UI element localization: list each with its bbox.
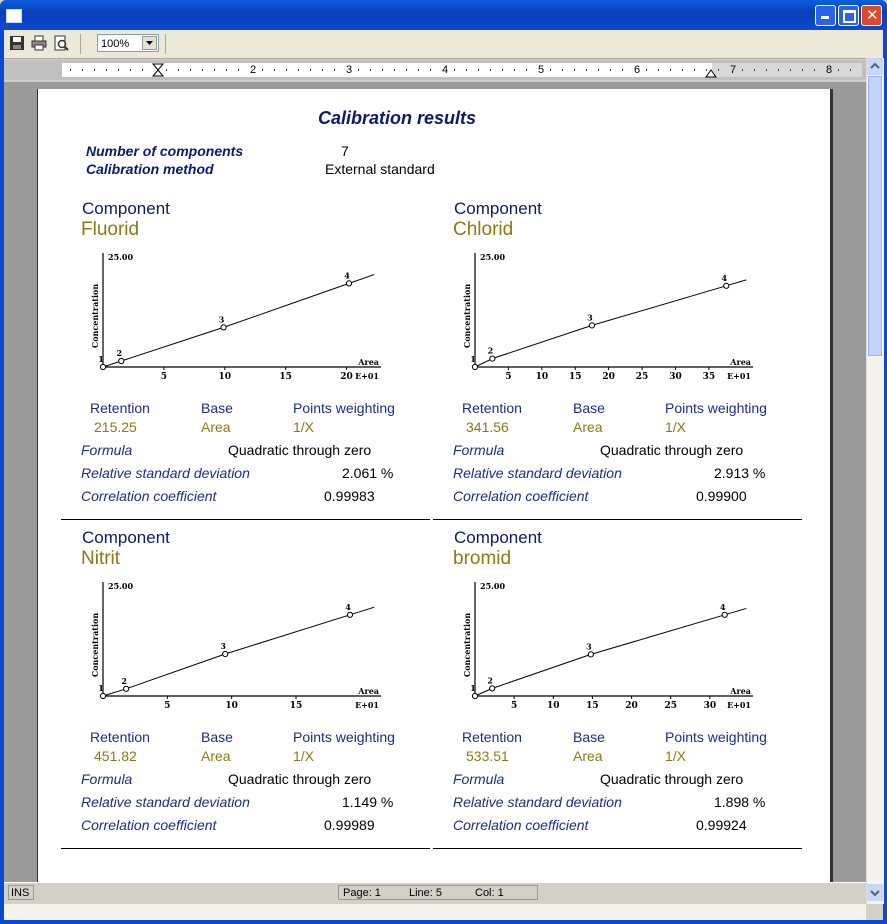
ruler-tick — [718, 69, 719, 71]
points-weighting-value: 1/X — [665, 419, 687, 435]
minimize-icon — [821, 16, 829, 19]
calibration-chart — [88, 248, 388, 383]
page-edge — [830, 89, 833, 882]
status-line: Line: 5 — [409, 887, 443, 899]
print-icon[interactable] — [31, 35, 47, 51]
component-name: Nitrit — [81, 548, 121, 569]
ruler-tick — [478, 69, 479, 71]
ruler-tick — [82, 69, 83, 71]
data-point — [223, 651, 228, 656]
x-tick-label: 5 — [164, 701, 171, 711]
ruler-tick — [226, 69, 227, 71]
ruler-number: 7 — [730, 64, 737, 76]
calibration-chart — [460, 248, 760, 383]
component-name: Chlorid — [453, 219, 514, 240]
ruler-tick — [466, 69, 467, 71]
app-icon — [6, 9, 22, 23]
x-tick-label: 15 — [586, 701, 599, 711]
ruler-tick — [550, 69, 551, 71]
component-label: Component — [454, 199, 542, 218]
ruler-tick — [514, 69, 515, 71]
x-tick-label: 15 — [279, 372, 292, 382]
ruler-tick — [322, 69, 323, 71]
component-label: Component — [82, 528, 170, 547]
x-tick-label: 20 — [340, 372, 353, 382]
ruler-tick — [394, 69, 395, 71]
rsd-value: 1.149 % — [342, 794, 394, 810]
points-weighting-value: 1/X — [293, 419, 315, 435]
x-unit-label: E+01 — [727, 371, 751, 381]
window-frame-bottom — [0, 920, 887, 924]
calibration-curve — [475, 280, 746, 367]
data-point — [346, 281, 351, 286]
correlation-value: 0.99989 — [324, 817, 375, 833]
ruler-tick — [526, 69, 527, 71]
correlation-value: 0.99900 — [696, 488, 747, 504]
ruler-tick — [166, 69, 167, 71]
rsd-label: Relative standard deviation — [81, 465, 250, 481]
y-max-label: 25.00 — [480, 581, 506, 591]
y-axis-label: Concentration — [90, 612, 100, 678]
x-tick-label: 30 — [703, 701, 717, 711]
ruler-tick — [838, 69, 839, 71]
ruler-tick — [106, 69, 107, 71]
point-label: 2 — [116, 348, 123, 358]
formula-value: Quadratic through zero — [228, 771, 372, 787]
page-margin — [10, 89, 38, 882]
zoom-value: 100% — [101, 38, 130, 50]
ruler-tick — [658, 69, 659, 71]
rsd-label: Relative standard deviation — [81, 794, 250, 810]
calibration-curve — [103, 275, 374, 367]
calibration-chart — [460, 577, 760, 712]
close-icon: ✕ — [866, 6, 879, 24]
x-tick-label: 10 — [225, 701, 238, 711]
title-bar — [0, 0, 887, 30]
ruler-tick — [262, 69, 263, 71]
x-tick-label: 10 — [535, 372, 549, 382]
ruler-tick — [118, 69, 119, 71]
data-point — [100, 693, 105, 698]
ruler-tick — [802, 69, 803, 71]
maximize-button[interactable] — [838, 5, 859, 26]
formula-value: Quadratic through zero — [600, 442, 744, 458]
ruler-number: 8 — [826, 64, 833, 76]
x-tick-label: 25 — [664, 701, 677, 711]
y-max-label: 25.00 — [108, 581, 134, 591]
ruler-tick — [382, 69, 383, 71]
ruler-number: 2 — [250, 64, 257, 76]
retention-label: Retention — [462, 729, 522, 745]
point-label: 4 — [721, 272, 728, 283]
chevron-down-icon[interactable] — [142, 36, 157, 50]
points-weighting-value: 1/X — [293, 748, 315, 764]
base-label: Base — [573, 400, 605, 416]
status-page: Page: 1 — [343, 887, 381, 899]
formula-label: Formula — [453, 771, 505, 787]
x-tick-label: 25 — [635, 372, 649, 382]
scroll-up-button[interactable] — [867, 58, 883, 75]
ruler-tick — [490, 69, 491, 71]
ruler-tick — [790, 69, 791, 71]
retention-label: Retention — [90, 400, 150, 416]
point-label: 4 — [344, 270, 350, 281]
x-tick-label: 35 — [702, 372, 716, 382]
base-label: Base — [573, 729, 605, 745]
data-point — [588, 652, 593, 657]
data-point — [724, 283, 729, 288]
scrollbar-thumb[interactable] — [868, 76, 882, 356]
data-point — [589, 323, 594, 328]
calibration-method-value: External standard — [325, 161, 435, 177]
scroll-down-button[interactable] — [867, 884, 883, 901]
component-name: bromid — [453, 548, 512, 569]
points-weighting-label: Points weighting — [293, 400, 395, 416]
ruler-tick — [142, 69, 143, 71]
minimize-button[interactable] — [815, 5, 836, 26]
formula-value: Quadratic through zero — [228, 442, 372, 458]
base-label: Base — [201, 729, 233, 745]
ruler-tick — [406, 69, 407, 71]
formula-label: Formula — [81, 771, 133, 787]
y-axis-label: Concentration — [90, 283, 100, 349]
retention-value: 533.51 — [466, 748, 509, 764]
ruler-tick — [610, 69, 611, 71]
ruler-tick — [598, 69, 599, 71]
ruler-tick — [766, 69, 767, 71]
point-label: 3 — [218, 314, 225, 325]
status-mode: INS — [8, 885, 34, 900]
retention-value: 341.56 — [466, 419, 509, 435]
point-label: 3 — [220, 641, 226, 651]
report-title: Calibration results — [318, 108, 477, 128]
ruler-tick — [190, 69, 191, 71]
calibration-chart — [88, 577, 388, 712]
base-value: Area — [201, 419, 231, 435]
ruler-tick — [418, 69, 419, 71]
ruler-tick — [850, 69, 851, 71]
ruler-tick — [274, 69, 275, 71]
ruler-tick — [682, 69, 683, 71]
x-tick-label: 15 — [289, 701, 303, 711]
section-divider — [61, 848, 430, 849]
ruler-tick — [202, 69, 203, 71]
ruler-tick — [130, 69, 131, 71]
ruler-tick — [334, 69, 335, 71]
data-point — [722, 612, 727, 617]
indent-marker-icon[interactable] — [152, 63, 164, 78]
point-label: 2 — [487, 345, 494, 356]
x-axis-label: Area — [730, 686, 751, 696]
point-label: 4 — [719, 601, 726, 612]
ruler-number: 4 — [442, 64, 449, 76]
data-point — [490, 356, 495, 361]
x-tick-label: 30 — [669, 372, 682, 382]
data-point — [221, 325, 226, 330]
y-axis-label: Concentration — [462, 612, 472, 678]
data-point — [472, 693, 477, 698]
correlation-label: Correlation coefficient — [81, 488, 217, 504]
x-tick-label: 15 — [568, 372, 582, 382]
x-tick-label: 10 — [547, 701, 560, 711]
ruler-tick — [286, 69, 287, 71]
y-max-label: 25.00 — [480, 252, 506, 262]
toolbar-separator — [80, 34, 81, 54]
ruler-tick — [562, 69, 563, 71]
ruler-tick — [754, 69, 755, 71]
calibration-curve — [475, 608, 746, 696]
ruler-tick — [454, 69, 455, 71]
ruler-tick — [778, 69, 779, 71]
point-label: 4 — [345, 601, 351, 612]
point-label: 1 — [470, 683, 476, 693]
ruler-tick — [646, 69, 647, 71]
ruler-tick — [94, 69, 95, 71]
data-point — [100, 364, 105, 369]
save-icon[interactable] — [9, 35, 25, 51]
retention-label: Retention — [90, 729, 150, 745]
correlation-label: Correlation coefficient — [453, 817, 589, 833]
correlation-label: Correlation coefficient — [81, 817, 217, 833]
data-point — [124, 686, 129, 691]
ruler-tick — [694, 69, 695, 71]
ruler-tick — [670, 69, 671, 71]
section-divider — [61, 519, 430, 520]
ruler-tick — [214, 69, 215, 71]
ruler-tick — [238, 69, 239, 71]
rsd-label: Relative standard deviation — [453, 465, 622, 481]
toolbar-separator — [165, 34, 166, 54]
num-components-value: 7 — [341, 143, 349, 159]
x-tick-label: 10 — [218, 372, 232, 382]
points-weighting-label: Points weighting — [665, 400, 767, 416]
point-label: 3 — [587, 312, 593, 323]
point-label: 1 — [98, 683, 104, 693]
ruler-number: 5 — [538, 64, 545, 76]
formula-label: Formula — [453, 442, 505, 458]
y-axis-label: Concentration — [462, 283, 472, 349]
base-value: Area — [201, 748, 231, 764]
status-position — [338, 885, 538, 900]
ruler-tick — [814, 69, 815, 71]
base-label: Base — [201, 400, 233, 416]
x-tick-label: 20 — [625, 701, 638, 711]
ruler-tick — [502, 69, 503, 71]
formula-label: Formula — [81, 442, 133, 458]
base-value: Area — [573, 748, 603, 764]
point-label: 3 — [586, 641, 592, 652]
close-button[interactable] — [861, 5, 882, 26]
section-divider — [433, 848, 802, 849]
section-divider — [433, 519, 802, 520]
base-value: Area — [573, 419, 603, 435]
component-name: Fluorid — [81, 219, 140, 240]
ruler-tick — [430, 69, 431, 71]
ruler-number: 6 — [634, 64, 641, 76]
print-preview-icon[interactable] — [53, 35, 69, 51]
maximize-icon — [843, 10, 856, 23]
points-weighting-label: Points weighting — [665, 729, 767, 745]
rsd-label: Relative standard deviation — [453, 794, 622, 810]
point-label: 1 — [470, 354, 476, 364]
correlation-label: Correlation coefficient — [453, 488, 589, 504]
correlation-value: 0.99983 — [324, 488, 375, 504]
ruler-tick — [70, 69, 71, 71]
num-components-label: Number of components — [86, 143, 244, 159]
x-tick-label: 5 — [511, 701, 518, 711]
calibration-curve — [103, 607, 374, 696]
right-indent-marker-icon[interactable] — [705, 69, 717, 78]
x-tick-label: 5 — [505, 372, 512, 382]
status-col: Col: 1 — [475, 887, 504, 899]
ruler-tick — [358, 69, 359, 71]
ruler-tick — [310, 69, 311, 71]
data-point — [472, 364, 477, 369]
x-axis-label: Area — [730, 357, 751, 367]
ruler-tick — [298, 69, 299, 71]
rsd-value: 2.913 % — [714, 465, 766, 481]
x-axis-label: Area — [358, 357, 379, 367]
points-weighting-value: 1/X — [665, 748, 687, 764]
x-unit-label: E+01 — [727, 700, 751, 710]
retention-value: 215.25 — [94, 419, 137, 435]
ruler-tick — [586, 69, 587, 71]
formula-value: Quadratic through zero — [600, 771, 744, 787]
ruler-tick — [574, 69, 575, 71]
data-point — [490, 686, 495, 691]
point-label: 2 — [121, 675, 127, 686]
x-unit-label: E+01 — [355, 371, 379, 381]
horizontal-scrollbar[interactable] — [4, 904, 866, 920]
data-point — [347, 612, 352, 617]
correlation-value: 0.99924 — [696, 817, 747, 833]
rsd-value: 2.061 % — [342, 465, 394, 481]
component-label: Component — [82, 199, 170, 218]
rsd-value: 1.898 % — [714, 794, 766, 810]
ruler-tick — [178, 69, 179, 71]
x-tick-label: 5 — [160, 372, 168, 382]
x-unit-label: E+01 — [355, 700, 379, 710]
ruler-number: 3 — [346, 64, 353, 76]
ruler-tick — [742, 69, 743, 71]
point-label: 2 — [487, 675, 494, 686]
ruler-tick — [370, 69, 371, 71]
calibration-method-label: Calibration method — [86, 161, 214, 177]
retention-value: 451.82 — [94, 748, 137, 764]
ruler-tick — [622, 69, 623, 71]
zoom-select[interactable] — [97, 34, 159, 52]
points-weighting-label: Points weighting — [293, 729, 395, 745]
x-tick-label: 20 — [602, 372, 615, 382]
retention-label: Retention — [462, 400, 522, 416]
y-max-label: 25.00 — [108, 252, 134, 262]
data-point — [119, 358, 124, 363]
point-label: 1 — [98, 354, 104, 364]
x-axis-label: Area — [358, 686, 379, 696]
component-label: Component — [454, 528, 542, 547]
